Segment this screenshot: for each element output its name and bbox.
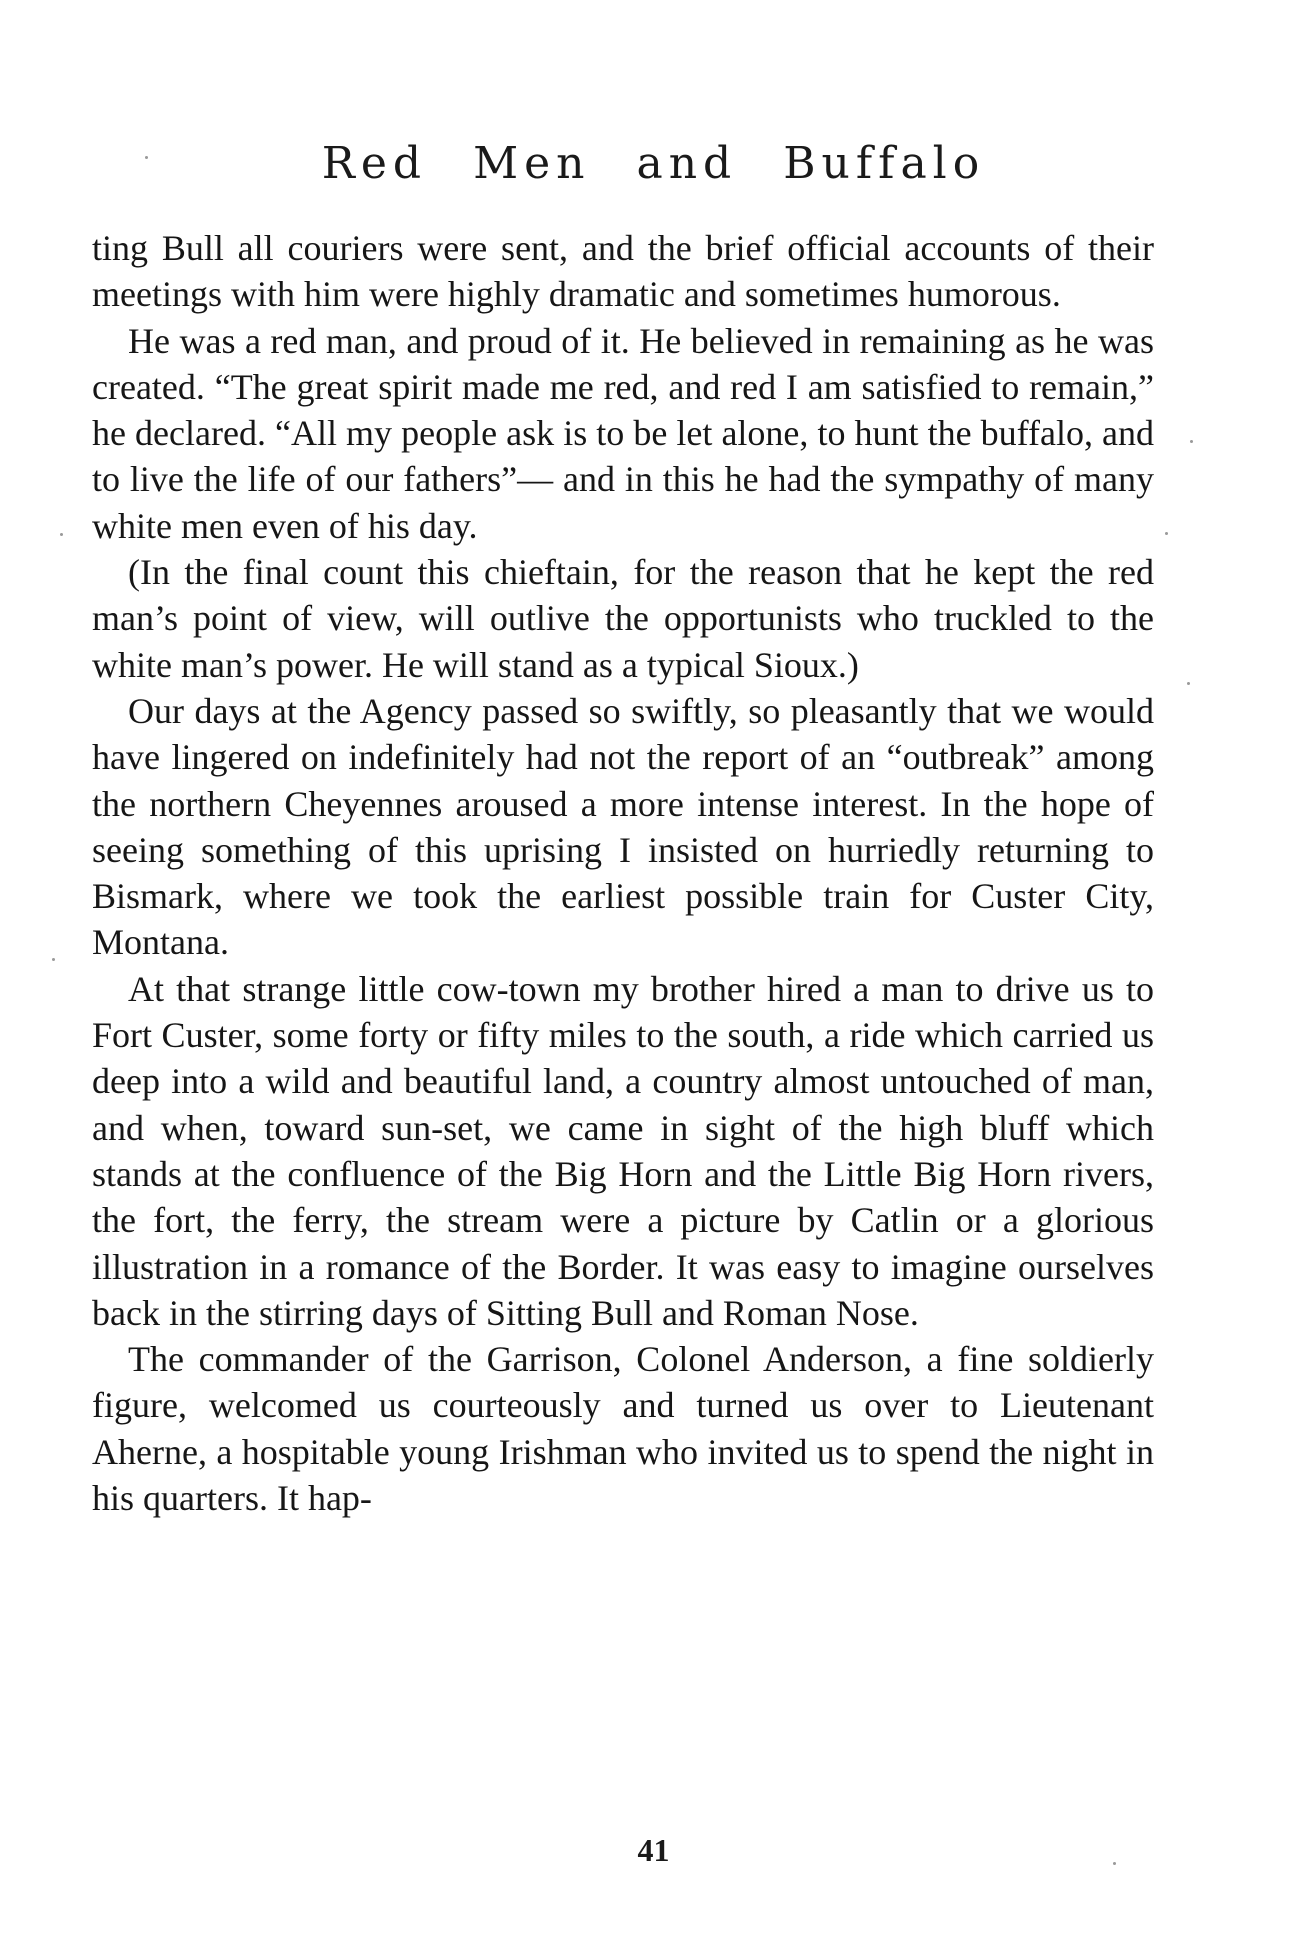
paragraph-6: The commander of the Garrison, Colonel Anderson, a fine soldierly figure, welcomed us courteously and turned us over to Lieutenant Aherne, a hospitable young Irishman who invited us to spend the night in his quarters. It hap-: [92, 1339, 1154, 1519]
paragraph-2: He was a red man, and proud of it. He believed in remaining as he was created. “The great spirit made me red, and red I am satisfied to remain,” he declared. “All my people ask is to be let alone, to hunt the buffalo, and to live the life of our fathers”— and in this he had the sympathy of many white men even of his day.: [92, 320, 1154, 546]
paragraph-4: Our days at the Agency passed so swiftly, so pleasantly that we would have lingered on indefinitely had not the report of an “outbreak” among the northern Cheyennes aroused a more intense interest. In the hope of seeing something of this uprising I insisted on hurriedly returning to Bismark, where we took the earliest possible train for Custer City, Montana.: [92, 690, 1154, 963]
paper-speck: [52, 958, 55, 961]
paragraph-1: ting Bull all couriers were sent, and the brief official accounts of their meetings with him were highly dramatic and sometimes humorous.: [92, 228, 1154, 315]
paper-speck: [1187, 682, 1190, 685]
paper-speck: [1190, 440, 1193, 443]
running-head: Red Men and Buffalo: [321, 138, 986, 189]
paper-speck: [1113, 1862, 1116, 1865]
paragraph-3: (In the final count this chieftain, for the reason that he kept the red man’s point of view, will outlive the opportunists who truckled to the white man’s power. He will stand as a typical Sioux.): [92, 552, 1154, 685]
body-text: [92, 225, 1154, 1521]
paper-speck: [145, 156, 148, 159]
paragraph-5: At that strange little cow-town my brother hired a man to drive us to Fort Custer, some forty or fifty miles to the south, a ride which carried us deep into a wild and beautiful land, a country almost untouched of man, and when, toward sun-set, we came in sight of the high bluff which stands at the confluence of the Big Horn and the Little Big Horn rivers, the fort, the ferry, the stream were a picture by Catlin or a glorious illustration in a romance of the Border. It was easy to imagine ourselves back in the stirring days of Sitting Bull and Roman Nose.: [92, 968, 1154, 1333]
paper-speck: [1165, 532, 1168, 535]
paper-speck: [60, 533, 63, 536]
page-number: 41: [637, 1832, 670, 1868]
